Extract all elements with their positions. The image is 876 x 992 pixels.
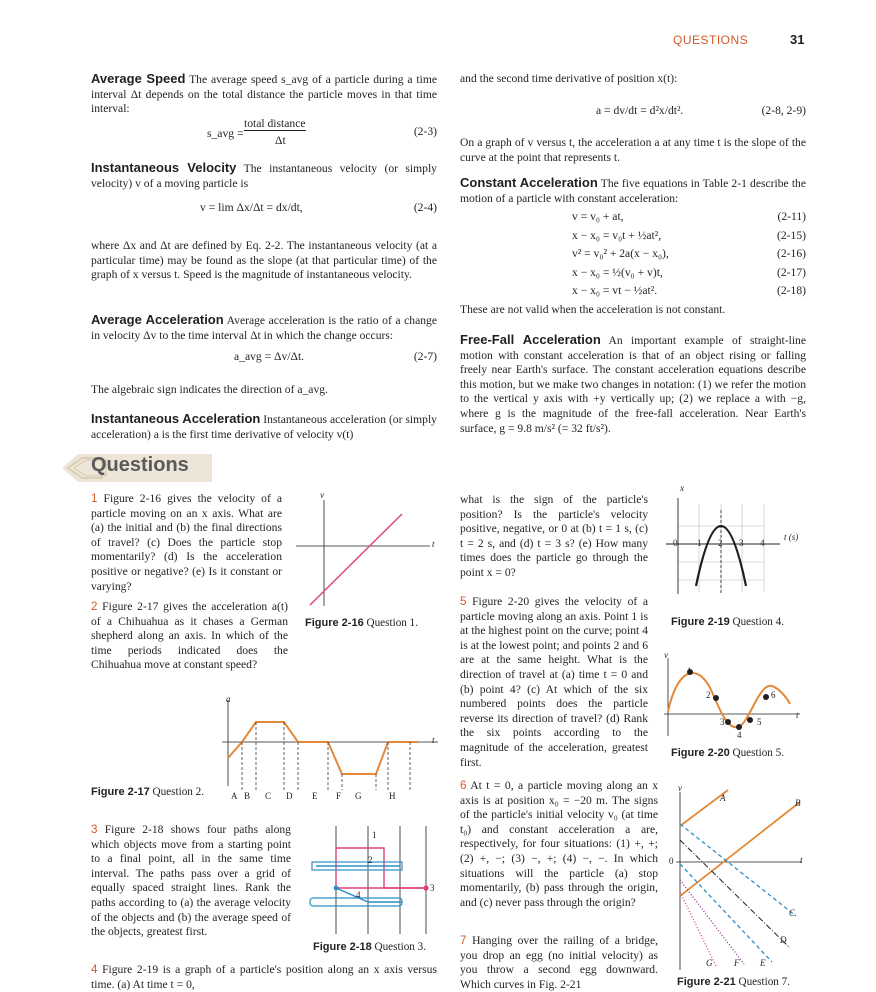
- fig17-label: Figure 2-17: [91, 786, 150, 798]
- eq-row: [572, 284, 806, 303]
- inst-acc-paragraph: [91, 412, 437, 442]
- eq-2-16: v² = v₀² + 2a(x − x₀),: [572, 247, 669, 260]
- fig17-period-A: A: [231, 791, 238, 801]
- figure-2-16: [290, 488, 440, 612]
- fig20-point-4: 4: [737, 730, 742, 740]
- avg-speed-text: The average speed s_avg of a particle during a time interval Δt depends on the total distance the particle moves in that time interval:: [91, 73, 437, 116]
- inst-velocity-after: where Δx and Δt are defined by Eq. 2-2. The instantaneous velocity (at a particular time) may be found as the slope (at that particular time) of the graph of x versus t. Speed is the magnitude of instantaneous velocity.: [91, 239, 437, 282]
- fig18-label: Figure 2-18: [313, 941, 372, 953]
- running-header-section: QUESTIONS: [673, 33, 749, 47]
- fig17-period-H: H: [389, 791, 396, 801]
- fig21-origin: 0: [669, 856, 674, 866]
- fig19-tick-4: 4: [760, 538, 765, 548]
- fig20-label: Figure 2-20: [671, 747, 730, 759]
- inst-velocity-text: The instantaneous velocity (or simply velocity) v of a moving particle is: [91, 162, 437, 190]
- fig21-curve-C: C: [789, 908, 796, 918]
- fig21-caption-text: Question 7.: [738, 976, 791, 988]
- question-5-number: 5: [460, 595, 467, 608]
- figure-2-20: [660, 652, 810, 742]
- question-5: [460, 595, 648, 770]
- questions-title: Questions: [91, 454, 189, 476]
- question-1: [91, 492, 282, 594]
- fig19-tick-2: 2: [718, 538, 723, 548]
- fig17-caption-text: Question 2.: [152, 786, 205, 798]
- fig18-path-1: 1: [372, 830, 377, 840]
- eq-2-8-body: a = dv/dt = d²x/dt².: [596, 104, 684, 117]
- avg-acc-after: The algebraic sign indicates the direction of a_avg.: [91, 383, 328, 396]
- fig20-point-3: 3: [720, 717, 725, 727]
- eq-row: [572, 247, 806, 266]
- fig18-caption-text: Question 3.: [374, 941, 427, 953]
- question-6-number: 6: [460, 779, 467, 792]
- eq-2-11-number: (2-11): [777, 210, 806, 223]
- question-4-continued: what is the sign of the particle's position? Is the particle's velocity positive, negative, or 0 at (b) t = 1 s, (c) t = 2 s, and (d) t = 3 s? (e) How many times does the particle go through the point x = 0?: [460, 493, 648, 579]
- fig17-period-G: G: [355, 791, 362, 801]
- eq-2-3: [207, 117, 437, 151]
- free-fall-heading: Free-Fall Acceleration: [460, 332, 601, 347]
- eq-2-4-number: (2-4): [413, 201, 437, 214]
- figure-2-19-caption: [671, 616, 784, 628]
- question-6: [460, 779, 658, 910]
- fig16-caption-text: Question 1.: [366, 617, 419, 629]
- fig21-curve-D: D: [780, 935, 787, 945]
- fig19-tick-0: 0: [673, 538, 678, 548]
- fig16-label: Figure 2-16: [305, 617, 364, 629]
- fig17-t-label: t: [432, 735, 435, 745]
- fig17-period-C: C: [265, 791, 272, 801]
- eq-2-18: x − x₀ = vt − ½at².: [572, 284, 658, 297]
- question-7-text: Hanging over the railing of a bridge, you drop an egg (no initial velocity) as you throw a second egg downward. Which curves in Fig. 2-21: [460, 934, 658, 991]
- second-derivative-text: and the second time derivative of position x(t):: [460, 72, 678, 85]
- eq-2-15: x − x₀ = v₀t + ½at²,: [572, 228, 662, 242]
- figure-2-16-caption: [305, 617, 418, 629]
- fig21-curve-G: G: [706, 958, 713, 968]
- fig20-v-label: v: [664, 650, 668, 660]
- fig21-v-label: v: [678, 783, 682, 793]
- eq-2-7: [234, 350, 437, 363]
- free-fall-paragraph: [460, 333, 806, 436]
- fig17-a-label: a: [226, 694, 231, 704]
- avg-acc-text: Average acceleration is the ratio of a change in velocity Δv to the time interval Δt in which the change occurs:: [91, 314, 437, 342]
- inst-velocity-paragraph: [91, 161, 437, 191]
- free-fall-text: An important example of straight-line motion with constant acceleration is that of an object rising or falling freely near Earth's surface. The constant acceleration equations describe this motion, but we make two changes in notation: (1) we refer the motion to the vertical y axis with +y vertically up; (2) we replace a with −g, where g is the magnitude of the free-fall acceleration. Near Earth's surface, g = 9.8 m/s² (= 32 ft/s²).: [460, 334, 806, 435]
- question-5-text: Figure 2-20 gives the velocity of a particle moving along an axis. Point 1 is at the highest point on the curve; point 4 is at the lowest point; and points 2 and 6 are at the same height. What is the direction of travel at (a) time t = 0 and (b) point 4? (c) At which of the six numbered points does the particle reverse its direction of travel? (d) Rank the six points according to the magnitude of the acceleration, greatest first.: [460, 595, 648, 769]
- question-3-number: 3: [91, 823, 98, 836]
- fig21-curve-E: E: [760, 958, 766, 968]
- avg-acc-heading: Average Acceleration: [91, 312, 224, 327]
- const-acc-paragraph: [460, 176, 806, 206]
- fig19-x-label: x: [680, 483, 684, 493]
- eq-2-17: x − x₀ = ½(v₀ + v)t,: [572, 265, 663, 279]
- eq-2-4: [200, 201, 437, 214]
- fig18-path-3: 3: [430, 883, 435, 893]
- fig18-path-4: 4: [356, 890, 361, 900]
- question-7: [460, 934, 658, 992]
- fig17-period-D: D: [286, 791, 293, 801]
- fig21-curve-A: A: [720, 793, 726, 803]
- fig17-period-E: E: [312, 791, 318, 801]
- fig20-t-label: t: [796, 710, 799, 720]
- question-6-text: At t = 0, a particle moving along an x axis is at position x₀ = −20 m. The signs of the particle's initial velocity v₀ (at time t₀) and constant acceleration a are, respectively, for four situations: (1) +, +; (2) +, −; (3) −, +; (4) −, −. In which situations will the particle (a) stop momentarily, (b) pass through the origin, and (c) never pass through the origin?: [460, 779, 658, 909]
- const-acc-text: The five equations in Table 2-1 describe the motion of a particle with constant acceleration:: [460, 177, 806, 205]
- fig21-curve-B: B: [795, 798, 801, 808]
- question-7-number: 7: [460, 934, 467, 947]
- figure-2-18-caption: [313, 941, 426, 953]
- question-3-text: Figure 2-18 shows four paths along which objects move from a starting point to a final point, all in the same time interval. The paths pass over a grid of equally spaced straight lines. Rank the paths according to (a) the average velocity of the objects and (b) the average speed of the objects, greatest first.: [91, 823, 291, 939]
- eq-2-3-numerator: total distance: [244, 117, 306, 130]
- figure-2-18: [308, 826, 440, 938]
- const-acc-heading: Constant Acceleration: [460, 175, 598, 190]
- fig21-curve-F: F: [734, 958, 740, 968]
- fig21-t-label: t: [800, 855, 803, 865]
- avg-speed-heading: Average Speed: [91, 71, 186, 86]
- eq-row: [572, 266, 806, 285]
- question-4: [91, 963, 437, 992]
- fig18-path-2: 2: [368, 855, 373, 865]
- fig20-point-2: 2: [706, 690, 711, 700]
- figure-2-17: [218, 694, 442, 804]
- page-number: 31: [790, 32, 805, 47]
- fig19-caption-text: Question 4.: [732, 616, 785, 628]
- figure-2-20-caption: [671, 747, 784, 759]
- eq-2-8-2-9: [596, 104, 806, 117]
- eq-2-16-number: (2-16): [777, 247, 806, 260]
- eq-row: [572, 210, 806, 229]
- const-acc-equations: [572, 210, 806, 303]
- eq-row: [572, 229, 806, 248]
- fig17-period-B: B: [244, 791, 251, 801]
- eq-2-3-number: (2-3): [413, 125, 437, 138]
- avg-acc-paragraph: [91, 313, 437, 343]
- eq-2-11: v = v₀ + at,: [572, 210, 624, 223]
- figure-2-21-caption: [677, 976, 790, 988]
- fig19-tick-3: 3: [739, 538, 744, 548]
- fig19-label: Figure 2-19: [671, 616, 730, 628]
- avg-speed-paragraph: [91, 72, 437, 117]
- inst-acc-heading: Instantaneous Acceleration: [91, 411, 261, 426]
- inst-acc-text: Instantaneous acceleration (or simply acceleration) a is the first time derivative of velocity v(t): [91, 413, 437, 441]
- question-3: [91, 823, 291, 940]
- fig20-point-6: 6: [771, 690, 776, 700]
- fig19-t-label: t (s): [784, 532, 799, 542]
- fig16-t-label: t: [432, 539, 435, 549]
- eq-2-3-denominator: Δt: [275, 134, 286, 147]
- eq-2-7-number: (2-7): [413, 350, 437, 363]
- question-4-number: 4: [91, 963, 98, 976]
- question-2-text: Figure 2-17 gives the acceleration a(t) of a Chihuahua as it chases a German shepherd along an axis. In which of the time periods indicated does the Chihuahua move at constant speed?: [91, 600, 288, 672]
- fig16-v-label: v: [320, 490, 324, 500]
- question-2-number: 2: [91, 600, 98, 613]
- slope-text: On a graph of v versus t, the acceleration a at any time t is the slope of the curve at the point that represents t.: [460, 136, 806, 164]
- eq-2-8-number: (2-8, 2-9): [761, 104, 806, 117]
- fig21-label: Figure 2-21: [677, 976, 736, 988]
- question-2: [91, 600, 288, 673]
- figure-2-21: [672, 784, 806, 974]
- fig20-point-5: 5: [757, 717, 762, 727]
- eq-2-17-number: (2-17): [777, 265, 806, 279]
- figure-2-17-caption: [91, 786, 204, 798]
- question-1-number: 1: [91, 492, 98, 505]
- figure-2-19: [662, 486, 786, 612]
- eq-2-15-number: (2-15): [777, 228, 806, 242]
- fig20-caption-text: Question 5.: [732, 747, 785, 759]
- inst-velocity-heading: Instantaneous Velocity: [91, 160, 237, 175]
- eq-2-18-number: (2-18): [777, 284, 806, 297]
- const-acc-after: These are not valid when the acceleration is not constant.: [460, 303, 726, 316]
- fig19-tick-1: 1: [697, 538, 702, 548]
- fig20-point-1: 1: [687, 666, 692, 676]
- question-4-text: Figure 2-19 is a graph of a particle's position along an x axis versus time. (a) At time t = 0,: [91, 963, 437, 991]
- question-1-text: Figure 2-16 gives the velocity of a particle moving on an x axis. What are (a) the initial and (b) the final directions of travel? (c) Does the particle stop momentarily? (d) Is the acceleration positive or negative? (e) Is it constant or varying?: [91, 492, 283, 593]
- eq-2-3-lhs: s_avg =: [207, 127, 244, 140]
- eq-2-7-body: a_avg = Δv/Δt.: [234, 350, 305, 363]
- eq-2-4-body: v = lim Δx/Δt = dx/dt,: [200, 201, 303, 214]
- fig17-period-F: F: [336, 791, 342, 801]
